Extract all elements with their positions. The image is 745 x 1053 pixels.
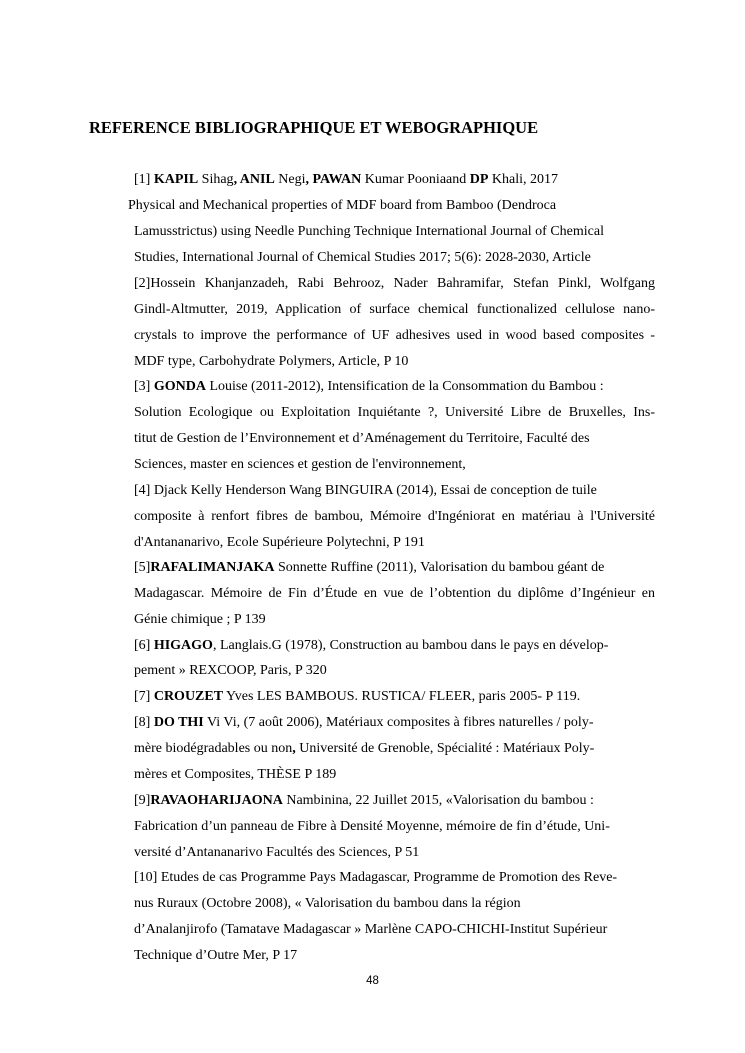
reference-author: DO THI — [153, 715, 204, 730]
reference-line — [134, 766, 336, 784]
reference-text: Kumar Pooniaand — [361, 172, 470, 187]
reference-text: [4] Djack Kelly Henderson Wang BINGUIRA (2014), Essai de conception de tuile — [134, 483, 597, 498]
reference-line — [134, 947, 297, 965]
reference-line — [134, 430, 590, 448]
reference-line — [134, 688, 580, 706]
reference-text: nus Ruraux (Octobre 2008), « Valorisation du bambou dans la région — [134, 896, 521, 911]
reference-text: Khali, 2017 — [488, 172, 559, 187]
reference-author: , ANIL — [233, 172, 275, 187]
reference-text: [5] — [134, 560, 151, 575]
reference-line — [134, 895, 521, 913]
reference-text: Vi Vi, (7 août 2006), Matériaux composites à fibres naturelles / poly- — [203, 715, 594, 730]
reference-text: Solution Ecologique ou Exploitation Inquiétante ?, Université Libre de Bruxelles, Ins- — [134, 405, 655, 420]
reference-author: HIGAGO — [153, 638, 213, 653]
reference-line — [134, 275, 655, 293]
reference-line — [134, 662, 327, 680]
reference-text: Physical and Mechanical properties of MDF board from Bamboo (Dendroca — [128, 198, 557, 213]
reference-author: RAVAOHARIJAONA — [150, 793, 283, 808]
reference-text: Génie chimique ; P 139 — [134, 612, 266, 627]
reference-text: composite à renfort fibres de bambou, Mémoire d'Ingéniorat en matériau à l'Université — [134, 509, 655, 524]
reference-text: Gindl-Altmutter, 2019, Application of surface chemical functionalized cellulose nano- — [134, 302, 655, 317]
reference-text: Université de Grenoble, Spécialité : Matériaux Poly- — [295, 741, 595, 756]
reference-line — [134, 611, 266, 629]
reference-line — [134, 353, 408, 371]
reference-line — [134, 844, 419, 862]
reference-text: Lamusstrictus) using Needle Punching Technique International Journal of Chemical — [134, 224, 604, 239]
reference-line — [134, 456, 466, 474]
reference-line — [134, 559, 604, 577]
reference-text: [8] — [134, 715, 154, 730]
reference-text: [9] — [134, 793, 151, 808]
reference-line — [134, 378, 604, 396]
reference-line — [134, 327, 655, 345]
reference-author: GONDA — [153, 379, 206, 394]
reference-author: CROUZET — [153, 689, 224, 704]
reference-text: Sihag — [198, 172, 234, 187]
reference-text: versité d’Antananarivo Facultés des Sciences, P 51 — [134, 845, 420, 860]
reference-text: , Langlais.G (1978), Construction au bambou dans le pays en dévelop- — [212, 638, 609, 653]
reference-author: RAFALIMANJAKA — [150, 560, 275, 575]
reference-line — [134, 818, 610, 836]
reference-text: [10] Etudes de cas Programme Pays Madagascar, Programme de Promotion des Reve- — [134, 870, 618, 885]
reference-text: titut de Gestion de l’Environnement et d’Aménagement du Territoire, Faculté des — [134, 431, 590, 446]
reference-line — [134, 404, 655, 422]
reference-text: Studies, International Journal of Chemical Studies 2017; 5(6): 2028-2030, Article — [134, 250, 591, 265]
reference-author: , — [292, 741, 296, 756]
reference-text: [7] — [134, 689, 154, 704]
reference-line — [128, 197, 556, 215]
reference-text: Sonnette Ruffine (2011), Valorisation du bambou géant de — [274, 560, 605, 575]
reference-line — [134, 301, 655, 319]
reference-text: Yves LES BAMBOUS. RUSTICA/ FLEER, paris 2005- P 119. — [223, 689, 581, 704]
page-heading: REFERENCE BIBLIOGRAPHIQUE ET WEBOGRAPHIQUE — [89, 118, 539, 137]
reference-line — [134, 249, 591, 267]
reference-text: Madagascar. Mémoire de Fin d’Étude en vue de l’obtention du diplôme d’Ingénieur en — [134, 586, 655, 601]
reference-text: Louise (2011-2012), Intensification de la Consommation du Bambou : — [205, 379, 604, 394]
reference-text: [1] — [134, 172, 154, 187]
reference-text: d’Analanjirofo (Tamatave Madagascar » Marlène CAPO-CHICHI-Institut Supérieur — [134, 922, 608, 937]
reference-author: , PAWAN — [305, 172, 362, 187]
reference-line — [134, 869, 617, 887]
reference-line — [134, 921, 607, 939]
reference-text: Sciences, master en sciences et gestion de l'environnement, — [134, 457, 466, 472]
reference-author: KAPIL — [153, 172, 199, 187]
reference-text: Nambinina, 22 Juillet 2015, «Valorisation du bambou : — [282, 793, 594, 808]
reference-text: crystals to improve the performance of UF adhesives used in wood based composites - — [134, 328, 655, 343]
reference-line — [134, 534, 425, 552]
reference-line — [134, 223, 604, 241]
reference-text: mères et Composites, THÈSE P 189 — [134, 767, 337, 782]
reference-line — [134, 171, 558, 189]
page-number: 48 — [366, 975, 379, 987]
reference-line — [134, 637, 608, 655]
reference-line — [134, 714, 593, 732]
reference-line — [134, 508, 655, 526]
reference-author: DP — [469, 172, 489, 187]
reference-line — [134, 740, 594, 758]
reference-text: [6] — [134, 638, 154, 653]
reference-text: pement » REXCOOP, Paris, P 320 — [134, 663, 327, 678]
reference-text: d'Antananarivo, Ecole Supérieure Polytechni, P 191 — [134, 535, 425, 550]
reference-line — [134, 792, 594, 810]
reference-text: Fabrication d’un panneau de Fibre à Densité Moyenne, mémoire de fin d’étude, Uni- — [134, 819, 610, 834]
reference-text: mère biodégradables ou non — [134, 741, 293, 756]
reference-text: Negi — [274, 172, 306, 187]
reference-line — [134, 585, 655, 603]
reference-text: Technique d’Outre Mer, P 17 — [134, 948, 298, 963]
reference-line — [134, 482, 597, 500]
reference-text: [3] — [134, 379, 154, 394]
reference-text: MDF type, Carbohydrate Polymers, Article, P 10 — [134, 354, 409, 369]
reference-text: [2]Hossein Khanjanzadeh, Rabi Behrooz, Nader Bahramifar, Stefan Pinkl, Wolfgang — [134, 276, 655, 291]
